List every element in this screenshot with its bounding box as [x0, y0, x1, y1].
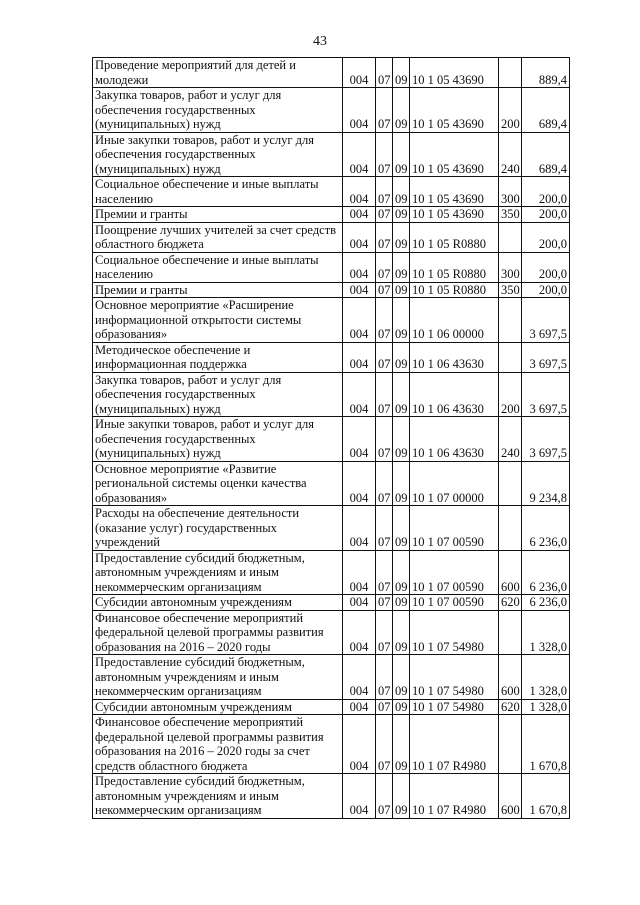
target-code: 10 1 06 43630: [410, 342, 499, 372]
table-row: [93, 252, 570, 282]
expense-type-code: [499, 506, 522, 551]
expense-type-code: [499, 461, 522, 506]
amount-value: 6 236,0: [522, 506, 570, 551]
table-row: [93, 461, 570, 506]
section-code: 07: [376, 655, 393, 700]
expense-name: Субсидии автономным учреждениям: [93, 595, 343, 611]
target-code: 10 1 07 00000: [410, 461, 499, 506]
table-row: [93, 207, 570, 223]
amount-value: 3 697,5: [522, 342, 570, 372]
expense-type-code: 200: [499, 88, 522, 133]
section-code: 07: [376, 252, 393, 282]
expense-name: Поощрение лучших учителей за счет средств областного бюджета: [93, 222, 343, 252]
expense-name: Предоставление субсидий бюджетным, автономным учреждениям и иным некоммерческим организациям: [93, 655, 343, 700]
admin-code: 004: [343, 298, 376, 343]
subsection-code: 09: [393, 342, 410, 372]
target-code: 10 1 07 54980: [410, 699, 499, 715]
expense-name: Методическое обеспечение и информационная поддержка: [93, 342, 343, 372]
admin-code: 004: [343, 252, 376, 282]
amount-value: 889,4: [522, 58, 570, 88]
table-row: [93, 715, 570, 774]
table-row: [93, 58, 570, 88]
expense-type-code: [499, 58, 522, 88]
expense-name: Социальное обеспечение и иные выплаты населению: [93, 177, 343, 207]
subsection-code: 09: [393, 595, 410, 611]
expense-name: Иные закупки товаров, работ и услуг для обеспечения государственных (муниципальных) нужд: [93, 417, 343, 462]
subsection-code: 09: [393, 177, 410, 207]
expense-name: Премии и гранты: [93, 282, 343, 298]
subsection-code: 09: [393, 550, 410, 595]
section-code: 07: [376, 222, 393, 252]
expense-type-code: 620: [499, 595, 522, 611]
section-code: 07: [376, 372, 393, 417]
subsection-code: 09: [393, 506, 410, 551]
admin-code: 004: [343, 655, 376, 700]
section-code: 07: [376, 207, 393, 223]
page-number: 43: [313, 34, 327, 49]
expense-name: Финансовое обеспечение мероприятий федеральной целевой программы развития образования на 2016 – 2020 годы за счет средств областного бюджета: [93, 715, 343, 774]
expense-type-code: [499, 715, 522, 774]
section-code: 07: [376, 610, 393, 655]
target-code: 10 1 05 R0880: [410, 252, 499, 282]
expense-type-code: [499, 222, 522, 252]
target-code: 10 1 07 54980: [410, 610, 499, 655]
table-row: [93, 595, 570, 611]
target-code: 10 1 05 43690: [410, 88, 499, 133]
expense-type-code: 240: [499, 132, 522, 177]
admin-code: 004: [343, 177, 376, 207]
amount-value: 6 236,0: [522, 550, 570, 595]
target-code: 10 1 06 43630: [410, 417, 499, 462]
table-row: [93, 222, 570, 252]
target-code: 10 1 07 00590: [410, 550, 499, 595]
amount-value: 200,0: [522, 222, 570, 252]
target-code: 10 1 06 43630: [410, 372, 499, 417]
target-code: 10 1 05 43690: [410, 207, 499, 223]
table-row: [93, 506, 570, 551]
expense-type-code: 600: [499, 655, 522, 700]
table-row: [93, 550, 570, 595]
admin-code: 004: [343, 774, 376, 819]
table-row: [93, 417, 570, 462]
amount-value: 200,0: [522, 252, 570, 282]
table-row: [93, 699, 570, 715]
expense-type-code: 350: [499, 207, 522, 223]
admin-code: 004: [343, 222, 376, 252]
section-code: 07: [376, 550, 393, 595]
target-code: 10 1 07 00590: [410, 595, 499, 611]
expense-name: Премии и гранты: [93, 207, 343, 223]
amount-value: 200,0: [522, 282, 570, 298]
subsection-code: 09: [393, 207, 410, 223]
admin-code: 004: [343, 342, 376, 372]
subsection-code: 09: [393, 715, 410, 774]
subsection-code: 09: [393, 252, 410, 282]
target-code: 10 1 05 43690: [410, 58, 499, 88]
admin-code: 004: [343, 506, 376, 551]
amount-value: 689,4: [522, 88, 570, 133]
subsection-code: 09: [393, 298, 410, 343]
budget-table-body: [93, 58, 570, 819]
admin-code: 004: [343, 372, 376, 417]
expense-type-code: 350: [499, 282, 522, 298]
expense-name: Предоставление субсидий бюджетным, автономным учреждениям и иным некоммерческим организациям: [93, 550, 343, 595]
amount-value: 200,0: [522, 177, 570, 207]
expense-name: Социальное обеспечение и иные выплаты населению: [93, 252, 343, 282]
table-row: [93, 132, 570, 177]
section-code: 07: [376, 298, 393, 343]
target-code: 10 1 05 R0880: [410, 222, 499, 252]
expense-type-code: [499, 298, 522, 343]
expense-type-code: [499, 342, 522, 372]
section-code: 07: [376, 699, 393, 715]
section-code: 07: [376, 177, 393, 207]
expense-name: Основное мероприятие «Расширение информационной открытости системы образования»: [93, 298, 343, 343]
admin-code: 004: [343, 88, 376, 133]
section-code: 07: [376, 506, 393, 551]
expense-name: Предоставление субсидий бюджетным, автономным учреждениям и иным некоммерческим организациям: [93, 774, 343, 819]
subsection-code: 09: [393, 655, 410, 700]
amount-value: 1 670,8: [522, 774, 570, 819]
expense-type-code: 620: [499, 699, 522, 715]
subsection-code: 09: [393, 88, 410, 133]
expense-name: Закупка товаров, работ и услуг для обеспечения государственных (муниципальных) нужд: [93, 88, 343, 133]
target-code: 10 1 06 00000: [410, 298, 499, 343]
expense-type-code: 200: [499, 372, 522, 417]
table-row: [93, 282, 570, 298]
subsection-code: 09: [393, 372, 410, 417]
admin-code: 004: [343, 207, 376, 223]
target-code: 10 1 05 43690: [410, 132, 499, 177]
target-code: 10 1 07 00590: [410, 506, 499, 551]
expense-type-code: [499, 610, 522, 655]
admin-code: 004: [343, 595, 376, 611]
table-row: [93, 655, 570, 700]
section-code: 07: [376, 461, 393, 506]
target-code: 10 1 05 43690: [410, 177, 499, 207]
amount-value: 9 234,8: [522, 461, 570, 506]
table-row: [93, 342, 570, 372]
admin-code: 004: [343, 282, 376, 298]
target-code: 10 1 07 R4980: [410, 715, 499, 774]
target-code: 10 1 05 R0880: [410, 282, 499, 298]
amount-value: 1 328,0: [522, 655, 570, 700]
target-code: 10 1 07 54980: [410, 655, 499, 700]
amount-value: 3 697,5: [522, 417, 570, 462]
amount-value: 1 328,0: [522, 610, 570, 655]
subsection-code: 09: [393, 417, 410, 462]
expense-type-code: 600: [499, 550, 522, 595]
expense-name: Закупка товаров, работ и услуг для обеспечения государственных (муниципальных) нужд: [93, 372, 343, 417]
section-code: 07: [376, 282, 393, 298]
table-row: [93, 372, 570, 417]
subsection-code: 09: [393, 132, 410, 177]
amount-value: 3 697,5: [522, 372, 570, 417]
subsection-code: 09: [393, 699, 410, 715]
subsection-code: 09: [393, 282, 410, 298]
admin-code: 004: [343, 610, 376, 655]
amount-value: 1 670,8: [522, 715, 570, 774]
expense-name: Финансовое обеспечение мероприятий федеральной целевой программы развития образования на 2016 – 2020 годы: [93, 610, 343, 655]
expense-type-code: 240: [499, 417, 522, 462]
section-code: 07: [376, 58, 393, 88]
admin-code: 004: [343, 417, 376, 462]
section-code: 07: [376, 417, 393, 462]
subsection-code: 09: [393, 610, 410, 655]
amount-value: 1 328,0: [522, 699, 570, 715]
table-row: [93, 177, 570, 207]
expense-name: Субсидии автономным учреждениям: [93, 699, 343, 715]
admin-code: 004: [343, 715, 376, 774]
expense-type-code: 300: [499, 252, 522, 282]
amount-value: 6 236,0: [522, 595, 570, 611]
expense-name: Иные закупки товаров, работ и услуг для обеспечения государственных (муниципальных) нужд: [93, 132, 343, 177]
table-row: [93, 774, 570, 819]
admin-code: 004: [343, 58, 376, 88]
target-code: 10 1 07 R4980: [410, 774, 499, 819]
table-row: [93, 88, 570, 133]
budget-table: [92, 57, 570, 819]
expense-name: Расходы на обеспечение деятельности (оказание услуг) государственных учреждений: [93, 506, 343, 551]
subsection-code: 09: [393, 461, 410, 506]
admin-code: 004: [343, 132, 376, 177]
subsection-code: 09: [393, 774, 410, 819]
amount-value: 3 697,5: [522, 298, 570, 343]
admin-code: 004: [343, 550, 376, 595]
section-code: 07: [376, 715, 393, 774]
section-code: 07: [376, 774, 393, 819]
amount-value: 689,4: [522, 132, 570, 177]
amount-value: 200,0: [522, 207, 570, 223]
admin-code: 004: [343, 461, 376, 506]
expense-type-code: 600: [499, 774, 522, 819]
admin-code: 004: [343, 699, 376, 715]
section-code: 07: [376, 88, 393, 133]
subsection-code: 09: [393, 58, 410, 88]
subsection-code: 09: [393, 222, 410, 252]
table-row: [93, 610, 570, 655]
table-row: [93, 298, 570, 343]
expense-type-code: 300: [499, 177, 522, 207]
section-code: 07: [376, 132, 393, 177]
section-code: 07: [376, 595, 393, 611]
expense-name: Проведение мероприятий для детей и молодежи: [93, 58, 343, 88]
expense-name: Основное мероприятие «Развитие региональной системы оценки качества образования»: [93, 461, 343, 506]
section-code: 07: [376, 342, 393, 372]
